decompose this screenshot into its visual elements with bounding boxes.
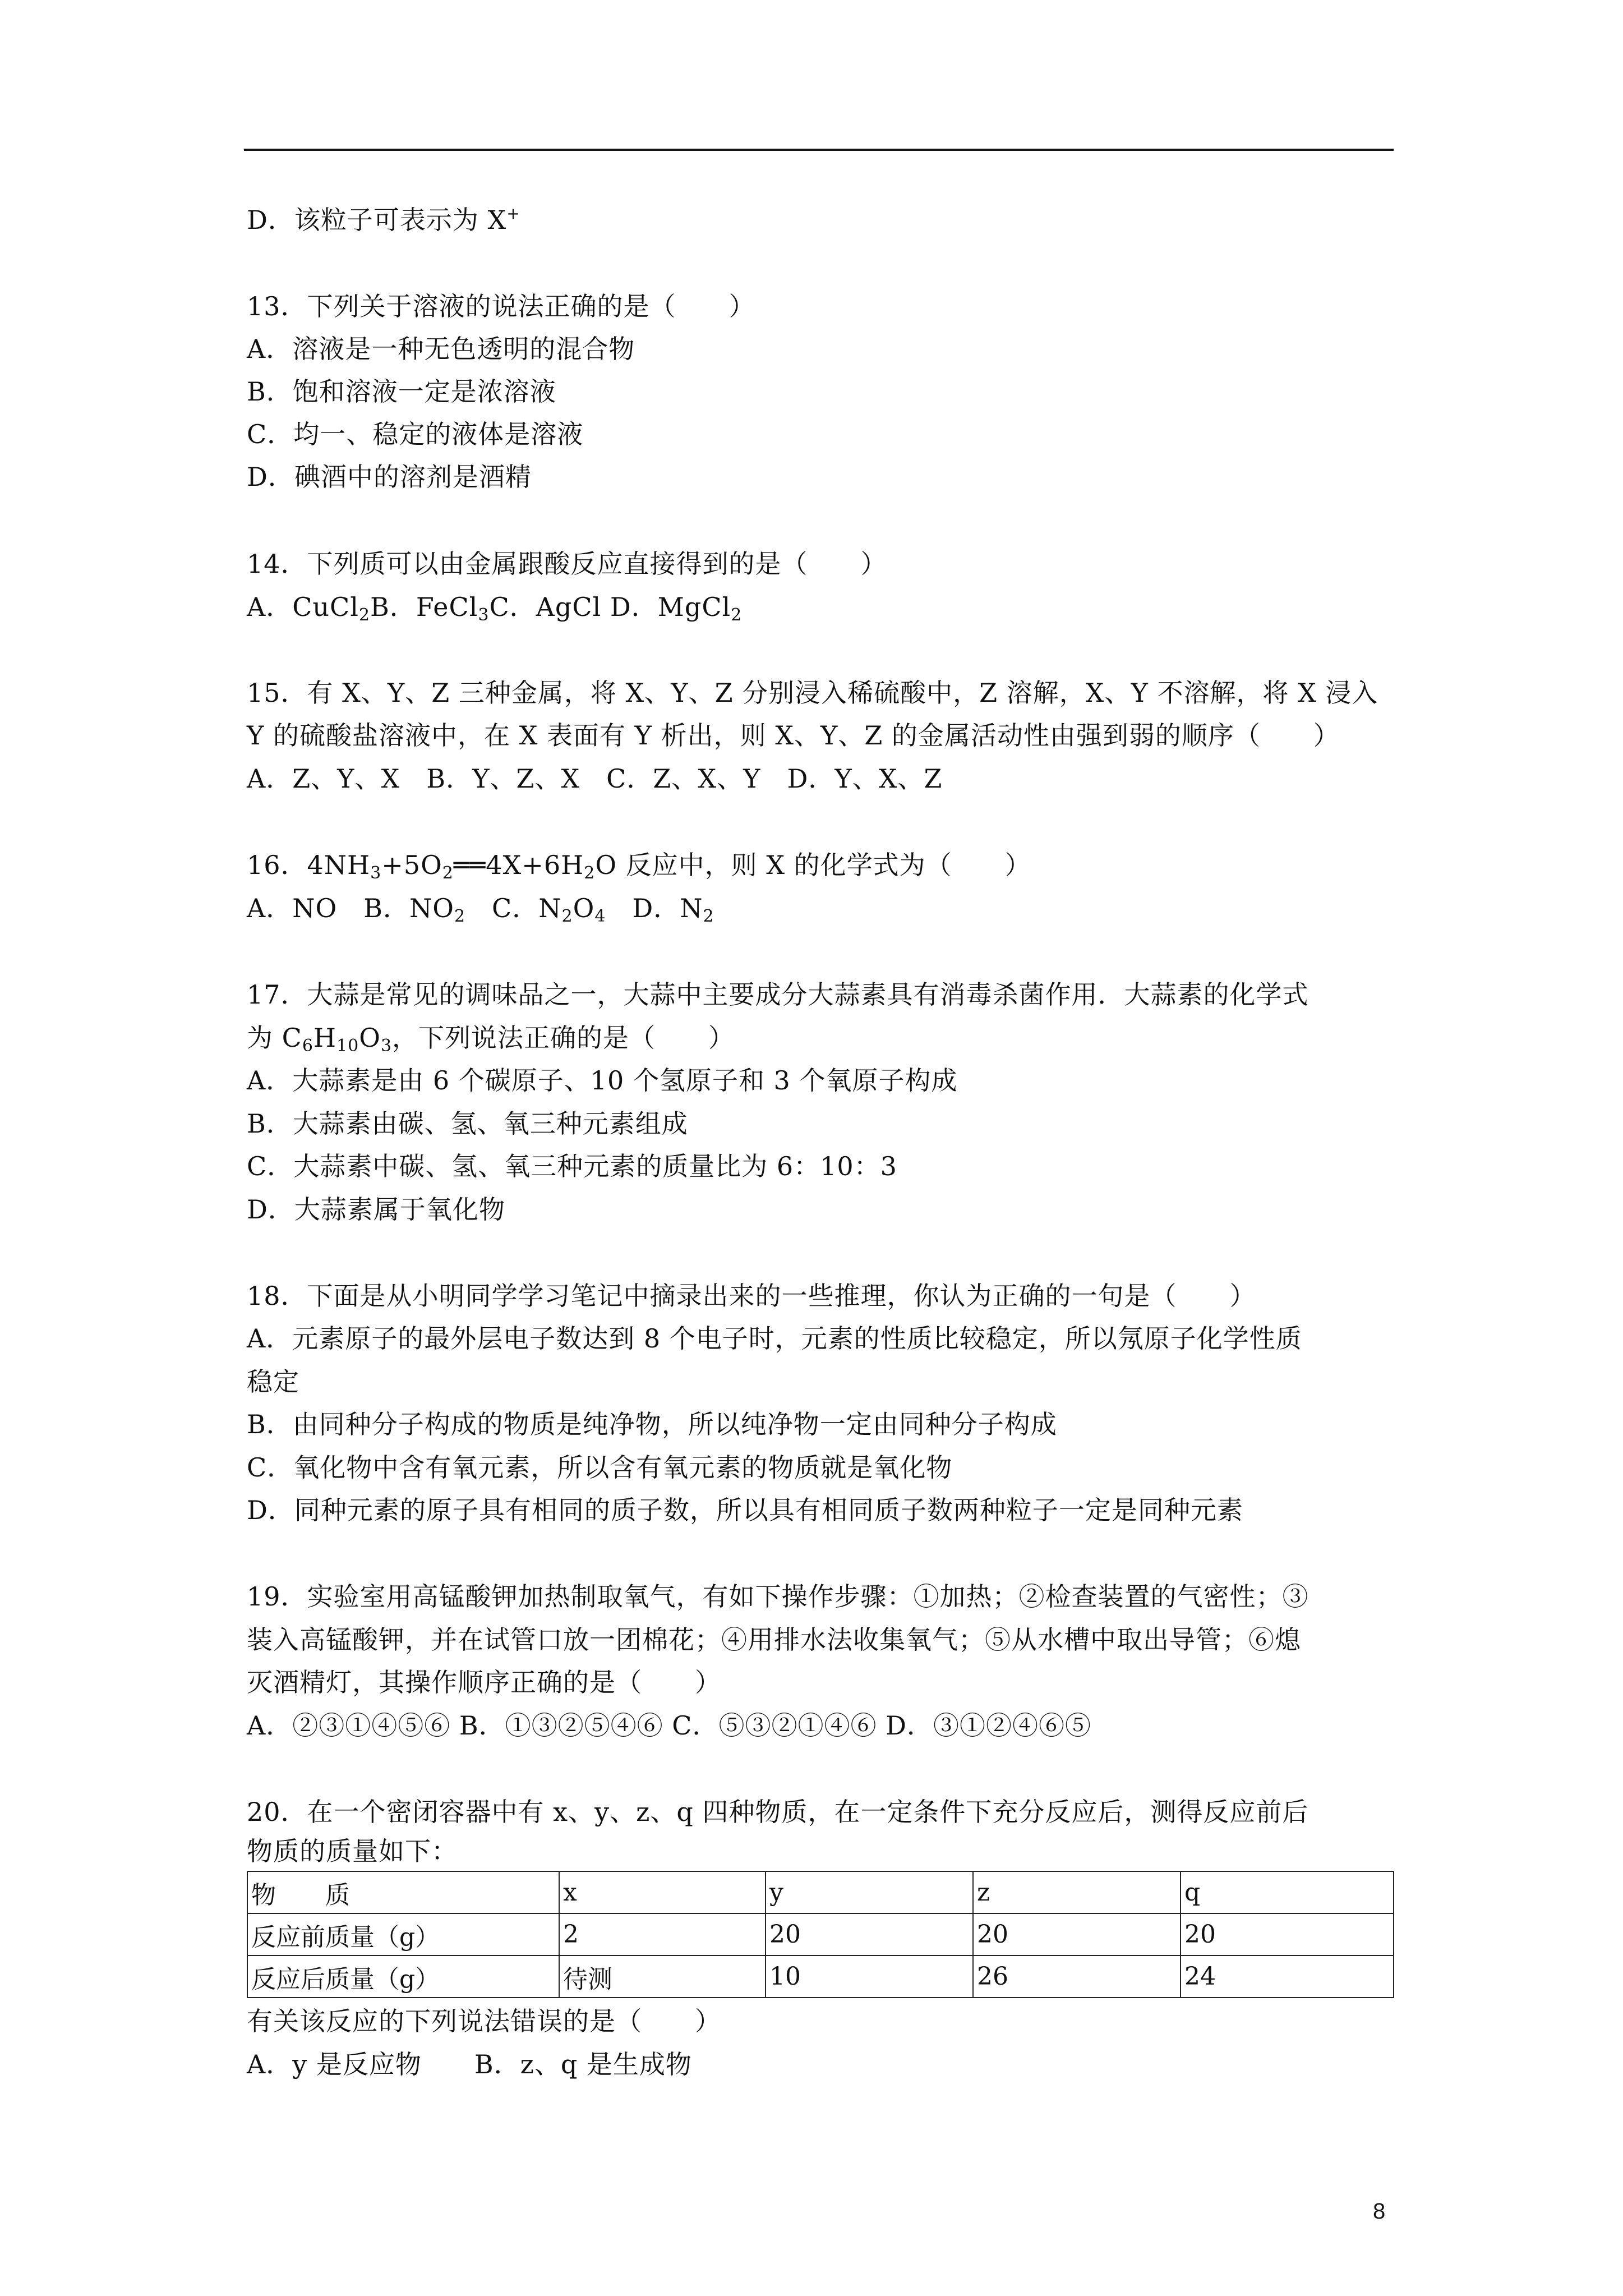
- table-cell: 反应前质量（g）: [247, 1913, 559, 1955]
- q14-stem: 14．下列质可以由金属跟酸反应直接得到的是（ ）: [247, 549, 887, 579]
- q12-option-d: D．该粒子可表示为 X+: [247, 204, 520, 235]
- mass-table: [247, 1871, 1394, 1998]
- table-cell: 反应后质量（g）: [247, 1955, 559, 1998]
- q17-option-a: A．大蒜素是由 6 个碳原子、10 个氢原子和 3 个氧原子构成: [247, 1065, 958, 1096]
- q16-stem: 16．$4NH_3+5O_2══4X+6H_2O$ 反应中，则 X 的化学式为（ ）: [247, 850, 1031, 883]
- q16-options: A．NO B．$NO_2$ C．$N_2O_4$ D．$N_2$: [247, 893, 714, 926]
- q13-option-b: B．饱和溶液一定是浓溶液: [247, 376, 556, 407]
- table-header-cell: z: [973, 1871, 1181, 1913]
- q20-stem-line2: 物质的质量如下：: [247, 1836, 458, 1866]
- q15-stem-line1: 15．有 X、Y、Z 三种金属，将 X、Y、Z 分别浸入稀硫酸中，Z 溶解，X、Y 不溶解，将 X 浸入: [247, 678, 1378, 708]
- q17-option-c: C．大蒜素中碳、氢、氧三种元素的质量比为 6：10：3: [247, 1151, 897, 1181]
- q19-stem-line1: 19．实验室用高锰酸钾加热制取氧气，有如下操作步骤：①加热；②检查装置的气密性；③: [247, 1581, 1309, 1612]
- q18-option-a-line1: A．元素原子的最外层电子数达到 8 个电子时，元素的性质比较稳定，所以氖原子化学性质: [247, 1323, 1302, 1354]
- table-cell: 20: [766, 1913, 973, 1955]
- q19-stem-line3: 灭酒精灯，其操作顺序正确的是（ ）: [247, 1667, 721, 1697]
- table-header-row: [247, 1871, 1394, 1913]
- q17-stem-line2: 为 $C_6H_{10}O_3$，下列说法正确的是（ ）: [247, 1023, 735, 1056]
- table-row: [247, 1913, 1394, 1955]
- q20-question: 有关该反应的下列说法错误的是（ ）: [247, 2006, 721, 2036]
- q18-option-b: B．由同种分子构成的物质是纯净物，所以纯净物一定由同种分子构成: [247, 1409, 1057, 1439]
- q20-stem-line1: 20．在一个密闭容器中有 x、y、z、q 四种物质，在一定条件下充分反应后，测得反应前后: [247, 1797, 1309, 1827]
- table-header-cell: y: [766, 1871, 973, 1913]
- q20-options: A．y 是反应物 B．z、q 是生成物: [247, 2049, 692, 2079]
- table-cell: 待测: [559, 1955, 766, 1998]
- q17-stem-line1: 17．大蒜是常见的调味品之一，大蒜中主要成分大蒜素具有消毒杀菌作用．大蒜素的化学式: [247, 979, 1309, 1010]
- table-header-cell: 物 质: [247, 1871, 559, 1913]
- q18-option-d: D．同种元素的原子具有相同的质子数，所以具有相同质子数两种粒子一定是同种元素: [247, 1495, 1243, 1525]
- q18-option-a-line2: 稳定: [247, 1366, 299, 1397]
- q15-options: A．Z、Y、X B．Y、Z、X C．Z、X、Y D．Y、X、Z: [247, 763, 943, 794]
- table-row: [247, 1955, 1394, 1998]
- header-rule: [244, 149, 1394, 151]
- q13-option-c: C．均一、稳定的液体是溶液: [247, 419, 584, 449]
- table-cell: 2: [559, 1913, 766, 1955]
- table-cell: 10: [766, 1955, 973, 1998]
- q19-options: A．②③①④⑤⑥ B．①③②⑤④⑥ C．⑤③②①④⑥ D．③①②④⑥⑤: [247, 1710, 1091, 1741]
- table-header-cell: q: [1181, 1871, 1394, 1913]
- table-cell: 20: [973, 1913, 1181, 1955]
- q15-stem-line2: Y 的硫酸盐溶液中，在 X 表面有 Y 析出，则 X、Y、Z 的金属活动性由强到弱的顺序（ ）: [247, 720, 1340, 751]
- table-cell: 24: [1181, 1955, 1394, 1998]
- q13-option-d: D．碘酒中的溶剂是酒精: [247, 462, 532, 492]
- q17-option-b: B．大蒜素由碳、氢、氧三种元素组成: [247, 1108, 688, 1139]
- page-number: 8: [1373, 2199, 1386, 2224]
- table-cell: 26: [973, 1955, 1181, 1998]
- q13-stem: 13．下列关于溶液的说法正确的是（ ）: [247, 291, 755, 321]
- table-cell: 20: [1181, 1913, 1394, 1955]
- q19-stem-line2: 装入高锰酸钾，并在试管口放一团棉花；④用排水法收集氧气；⑤从水槽中取出导管；⑥熄: [247, 1625, 1301, 1655]
- table-header-cell: x: [559, 1871, 766, 1913]
- q18-option-c: C．氧化物中含有氧元素，所以含有氧元素的物质就是氧化物: [247, 1452, 953, 1483]
- q18-stem: 18．下面是从小明同学学习笔记中摘录出来的一些推理，你认为正确的一句是（ ）: [247, 1281, 1256, 1311]
- q14-options: A．CuCl$_2$B．FeCl$_3$C．AgCl D．MgCl$_2$: [247, 592, 743, 625]
- q17-option-d: D．大蒜素属于氧化物: [247, 1194, 505, 1225]
- q13-option-a: A．溶液是一种无色透明的混合物: [247, 334, 635, 364]
